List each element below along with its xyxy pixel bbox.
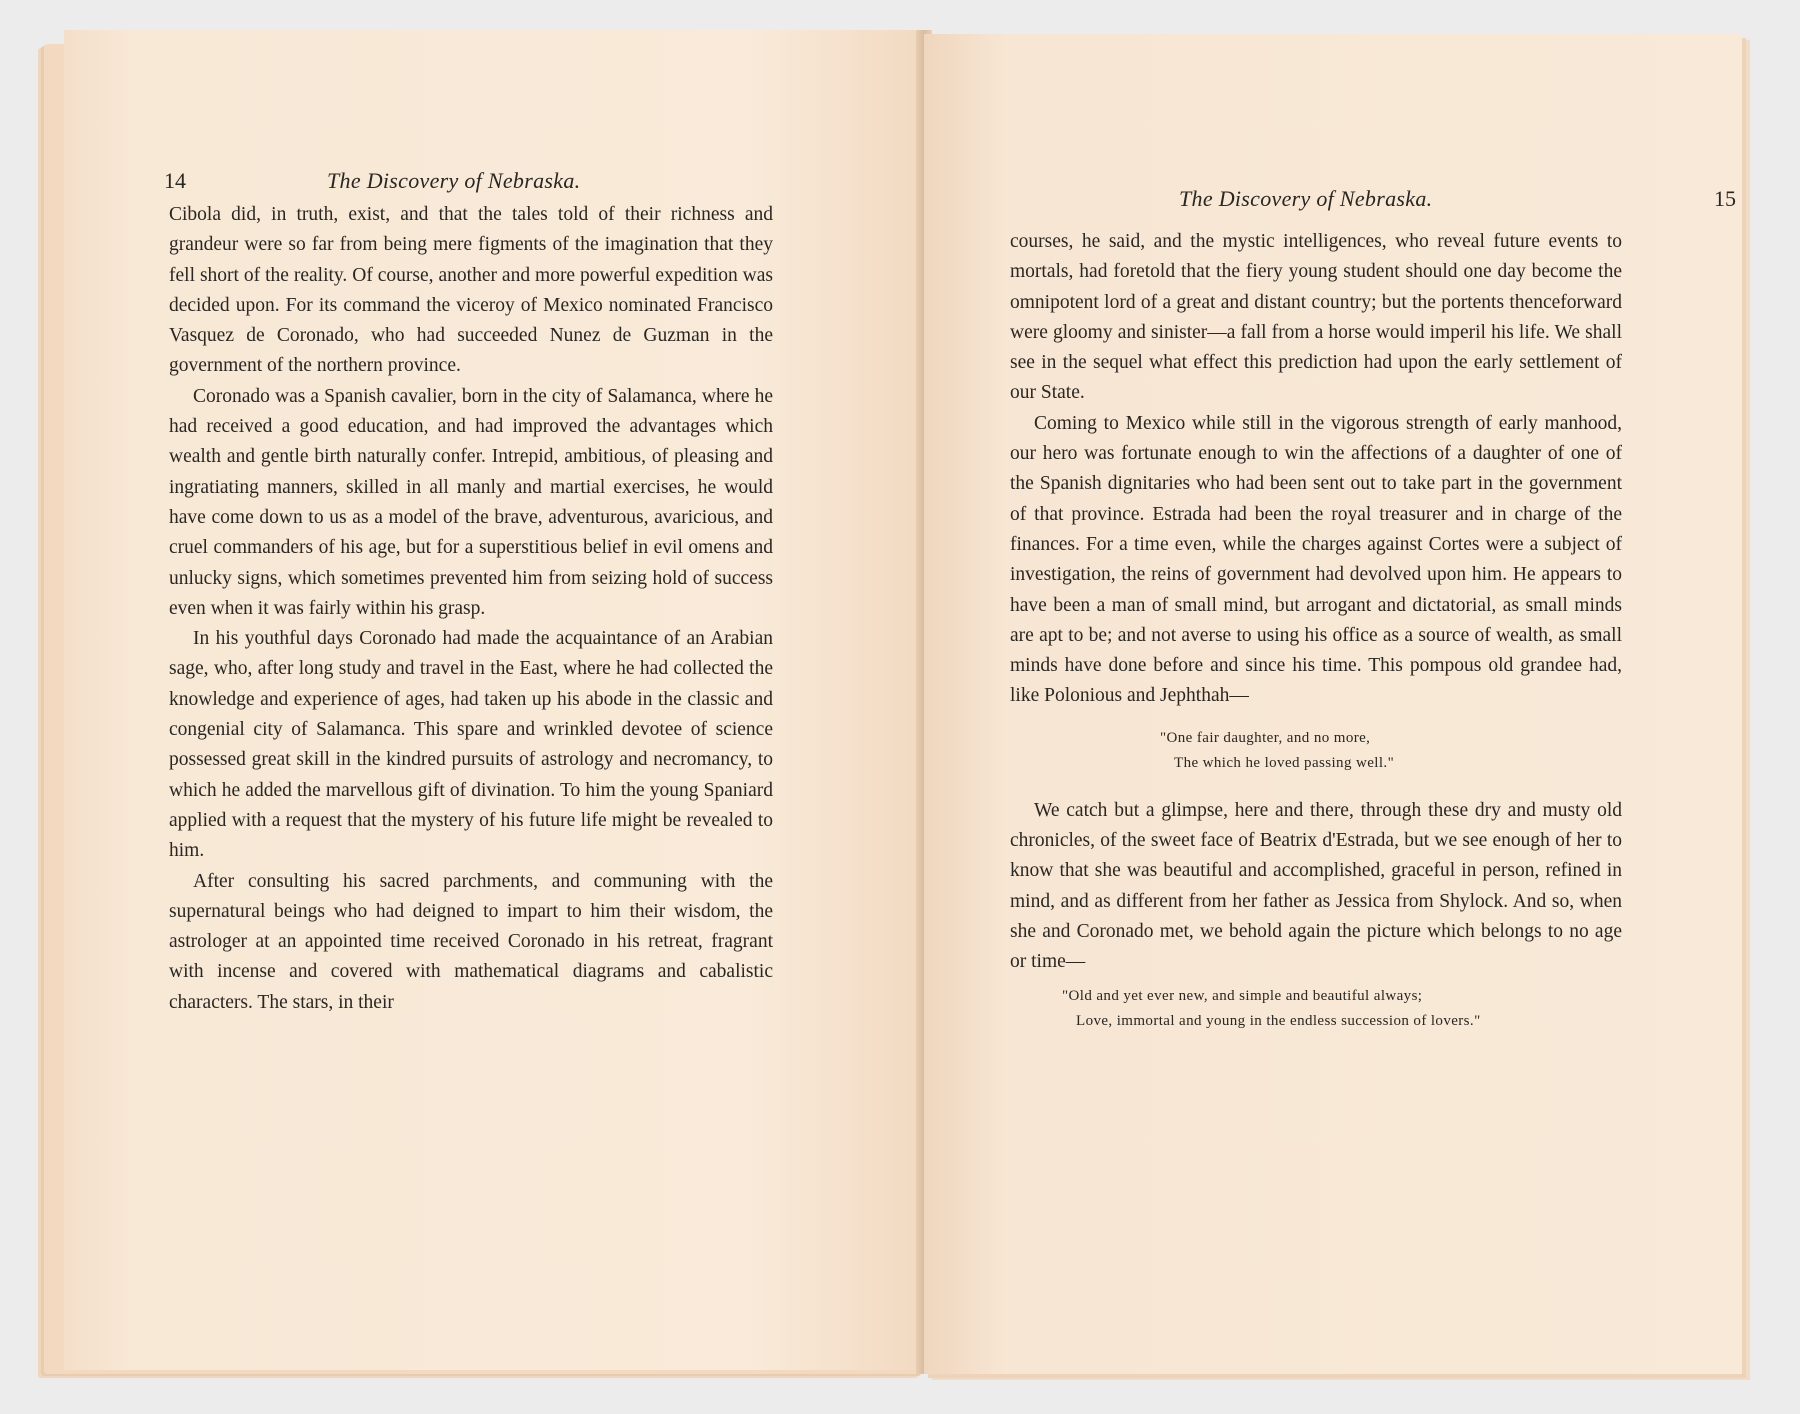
left-page <box>64 30 922 1370</box>
block-quote <box>1010 726 1622 776</box>
page-number-14: 14 <box>164 168 186 193</box>
right-page-body <box>1010 227 1622 1054</box>
quote-line: "Old and yet ever new, and simple and beautiful always; <box>1062 987 1423 1004</box>
block-quote <box>1010 984 1622 1034</box>
paragraph: After consulting his sacred parchments, and communing with the supernatural beings who had deigned to impart to him their wisdom, the astrologer at an appointed time received Coronado in his retreat, fragrant with incense and covered with mathematical diagrams and cabalistic characters. The stars, in their <box>169 870 773 1013</box>
paragraph: In his youthful days Coronado had made the acquaintance of an Arabian sage, who, after long study and travel in the East, where he had collected the knowledge and experience of ages, had taken up his abode in the classic and congenial city of Salamanca. This spare and wrinkled devotee of science possessed great skill in the kindred pursuits of astrology and necromancy, to which he added the marvellous gift of divination. To him the young Spaniard applied with a request that the mystery of his future life might be revealed to him. <box>169 628 773 862</box>
right-page <box>924 34 1742 1374</box>
quote-line: Love, immortal and young in the endless succession of lovers." <box>1076 1012 1481 1029</box>
quote-line: The which he loved passing well." <box>1174 754 1395 771</box>
left-page-body <box>169 200 773 1018</box>
paragraph: courses, he said, and the mystic intelligences, who reveal future events to mortals, had foretold that the fiery young student should one day become the omnipotent lord of a great and distant country; but the portents thenceforward were gloomy and sinister—a fall from a horse would imperil his life. We shall see in the sequel what effect this prediction had upon the early settlement of our State. <box>1010 231 1622 404</box>
paragraph: We catch but a glimpse, here and there, through these dry and musty old chronicles, of the sweet face of Beatrix d'Estrada, but we see enough of her to know that she was beautiful and accomplished, graceful in person, refined in mind, and as different from her father as Jessica from Shylock. And so, when she and Coronado met, we behold again the picture which belongs to no age or time— <box>1010 799 1622 973</box>
running-title-right: The Discovery of Nebraska. <box>1179 186 1433 211</box>
paragraph: Coming to Mexico while still in the vigorous strength of early manhood, our hero was fortunate enough to win the affections of a daughter of one of the Spanish dignitaries who had been sent out to take part in the government of that province. Estrada had been the royal treasurer and in charge of the finances. For a time even, while the charges against Cortes were a subject of investigation, the reins of government had devolved upon him. He appears to have been a man of small mind, but arrogant and dictatorial, as small minds are apt to be; and not averse to using his office as a source of wealth, as small minds have done before and since his time. This pompous old grandee had, like Polonious and Jephthah— <box>1010 412 1622 707</box>
paragraph: Cibola did, in truth, exist, and that the tales told of their richness and grandeur were so far from being mere figments of the imagination that they fell short of the reality. Of course, another and more powerful expedition was decided upon. For its command the viceroy of Mexico nominated Francisco Vasquez de Coronado, who had succeeded Nunez de Guzman in the government of the northern province. <box>169 204 773 377</box>
quote-line: "One fair daughter, and no more, <box>1160 729 1371 746</box>
right-page-header <box>1179 186 1736 226</box>
page-number-15: 15 <box>1714 186 1736 211</box>
paragraph: Coronado was a Spanish cavalier, born in the city of Salamanca, where he had received a good education, and had improved the advantages which wealth and gentle birth naturally confer. Intrepid, ambitious, of pleasing and ingratiating manners, skilled in all manly and martial exercises, he would have come down to us as a model of the brave, adventurous, avaricious, and cruel commanders of his age, but for a superstitious belief in evil omens and unlucky signs, which sometimes prevented him from seizing hold of success even when it was fairly within his grasp. <box>169 385 773 619</box>
running-title-left: The Discovery of Nebraska. <box>327 168 581 193</box>
